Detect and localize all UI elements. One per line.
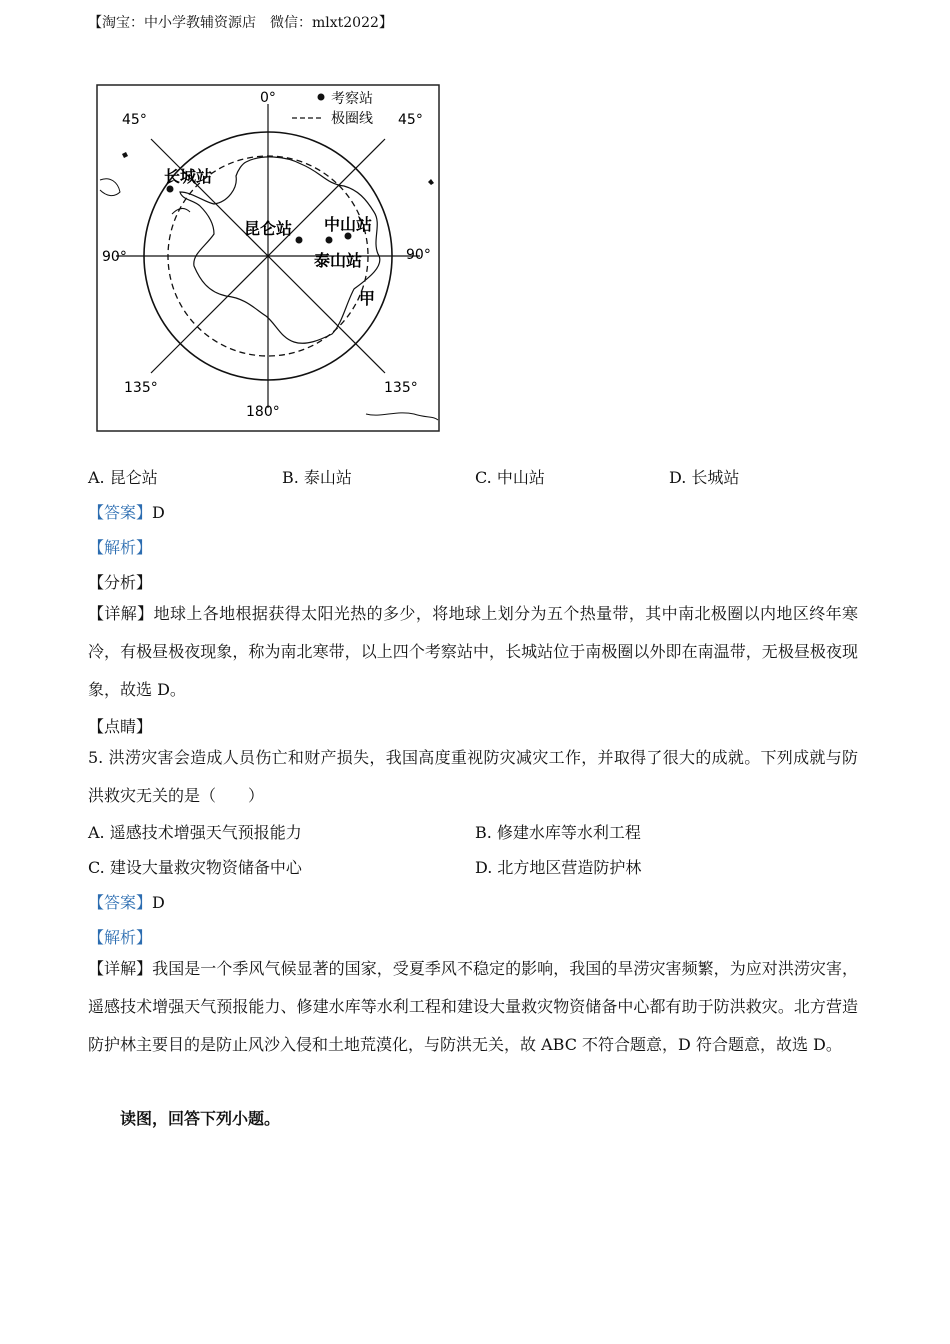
q4-option-c: C. 中山站 [475,468,545,487]
taishan-label: 泰山站 [314,251,363,270]
legend-circle-label: 极圈线 [331,111,373,127]
lon-135-right-label: 135° [384,380,418,396]
q4-answer [88,500,165,523]
q5-option-d: D. 北方地区营造防护林 [475,858,642,877]
q4-option-b: B. 泰山站 [282,468,352,487]
q5-option-c: C. 建设大量救灾物资储备中心 [88,858,302,877]
kunlun-station-dot [296,237,303,244]
lon-180-label: 180° [246,404,280,420]
legend-station-dot [318,94,325,101]
q5-option-a: A. 遥感技术增强天气预报能力 [88,823,302,842]
q5-detail: 【详解】我国是一个季风气候显著的国家，受夏季风不稳定的影响，我国的旱涝灾害频繁，为应对洪涝灾害，遥感技术增强天气预报能力、修建水库等水利工程和建设大量救灾物资储备中心都有助于防洪救灾。北方营造防护林主要目的是防止风沙入侵和土地荒漠化，与防洪无关，故 ABC 不符合题意，D 符合题意，故选 D。 [88,959,858,1054]
lon-0-label: 0° [260,90,276,106]
q5-answer-label: 【答案】 [88,893,153,912]
q4-detail: 【详解】地球上各地根据获得太阳光热的多少，将地球上划分为五个热量带，其中南北极圈以内地区终年寒冷，有极昼极夜现象，称为南北寒带，以上四个考察站中，长城站位于南极圈以外即在南温带，无极昼极夜现象，故选 D。 [88,604,858,699]
q5-answer-value: D [152,893,165,912]
q5-option-b: B. 修建水库等水利工程 [475,823,641,842]
lon-45-right-label: 45° [398,112,423,128]
changcheng-station-dot [167,186,174,193]
q4-dianjing-label: 【点睛】 [88,717,153,736]
taishan-station-dot [326,237,333,244]
kunlun-label: 昆仑站 [244,219,293,238]
antarctica-map-svg [96,84,440,432]
changcheng-label: 长城站 [164,167,213,186]
q4-option-d: D. 长城站 [669,468,740,487]
lon-90-left-label: 90° [102,249,127,265]
q4-analysis-label: 【解析】 [88,538,153,557]
next-question-prompt: 读图，回答下列小题。 [120,1109,281,1128]
q4-answer-value: D [152,503,165,522]
q5-answer [88,890,165,913]
q5-stem: 5. 洪涝灾害会造成人员伤亡和财产损失，我国高度重视防灾减灾工作，并取得了很大的成就。下列成就与防洪救灾无关的是（ ） [88,748,858,805]
zhongshan-label: 中山站 [324,215,373,234]
lon-45-left-label: 45° [122,112,147,128]
q4-option-a: A. 昆仑站 [88,468,158,487]
legend-station-label: 考察站 [331,91,373,107]
q5-analysis-label: 【解析】 [88,928,153,947]
jia-label: 甲 [359,289,376,308]
lon-90-right-label: 90° [406,247,431,263]
q4-answer-label: 【答案】 [88,503,153,522]
q4-fenxi-label: 【分析】 [88,573,153,592]
page-header: 【淘宝：中小学教辅资源店 微信：mlxt2022】 [88,15,393,31]
lon-135-left-label: 135° [124,380,158,396]
antarctica-map [96,84,440,432]
